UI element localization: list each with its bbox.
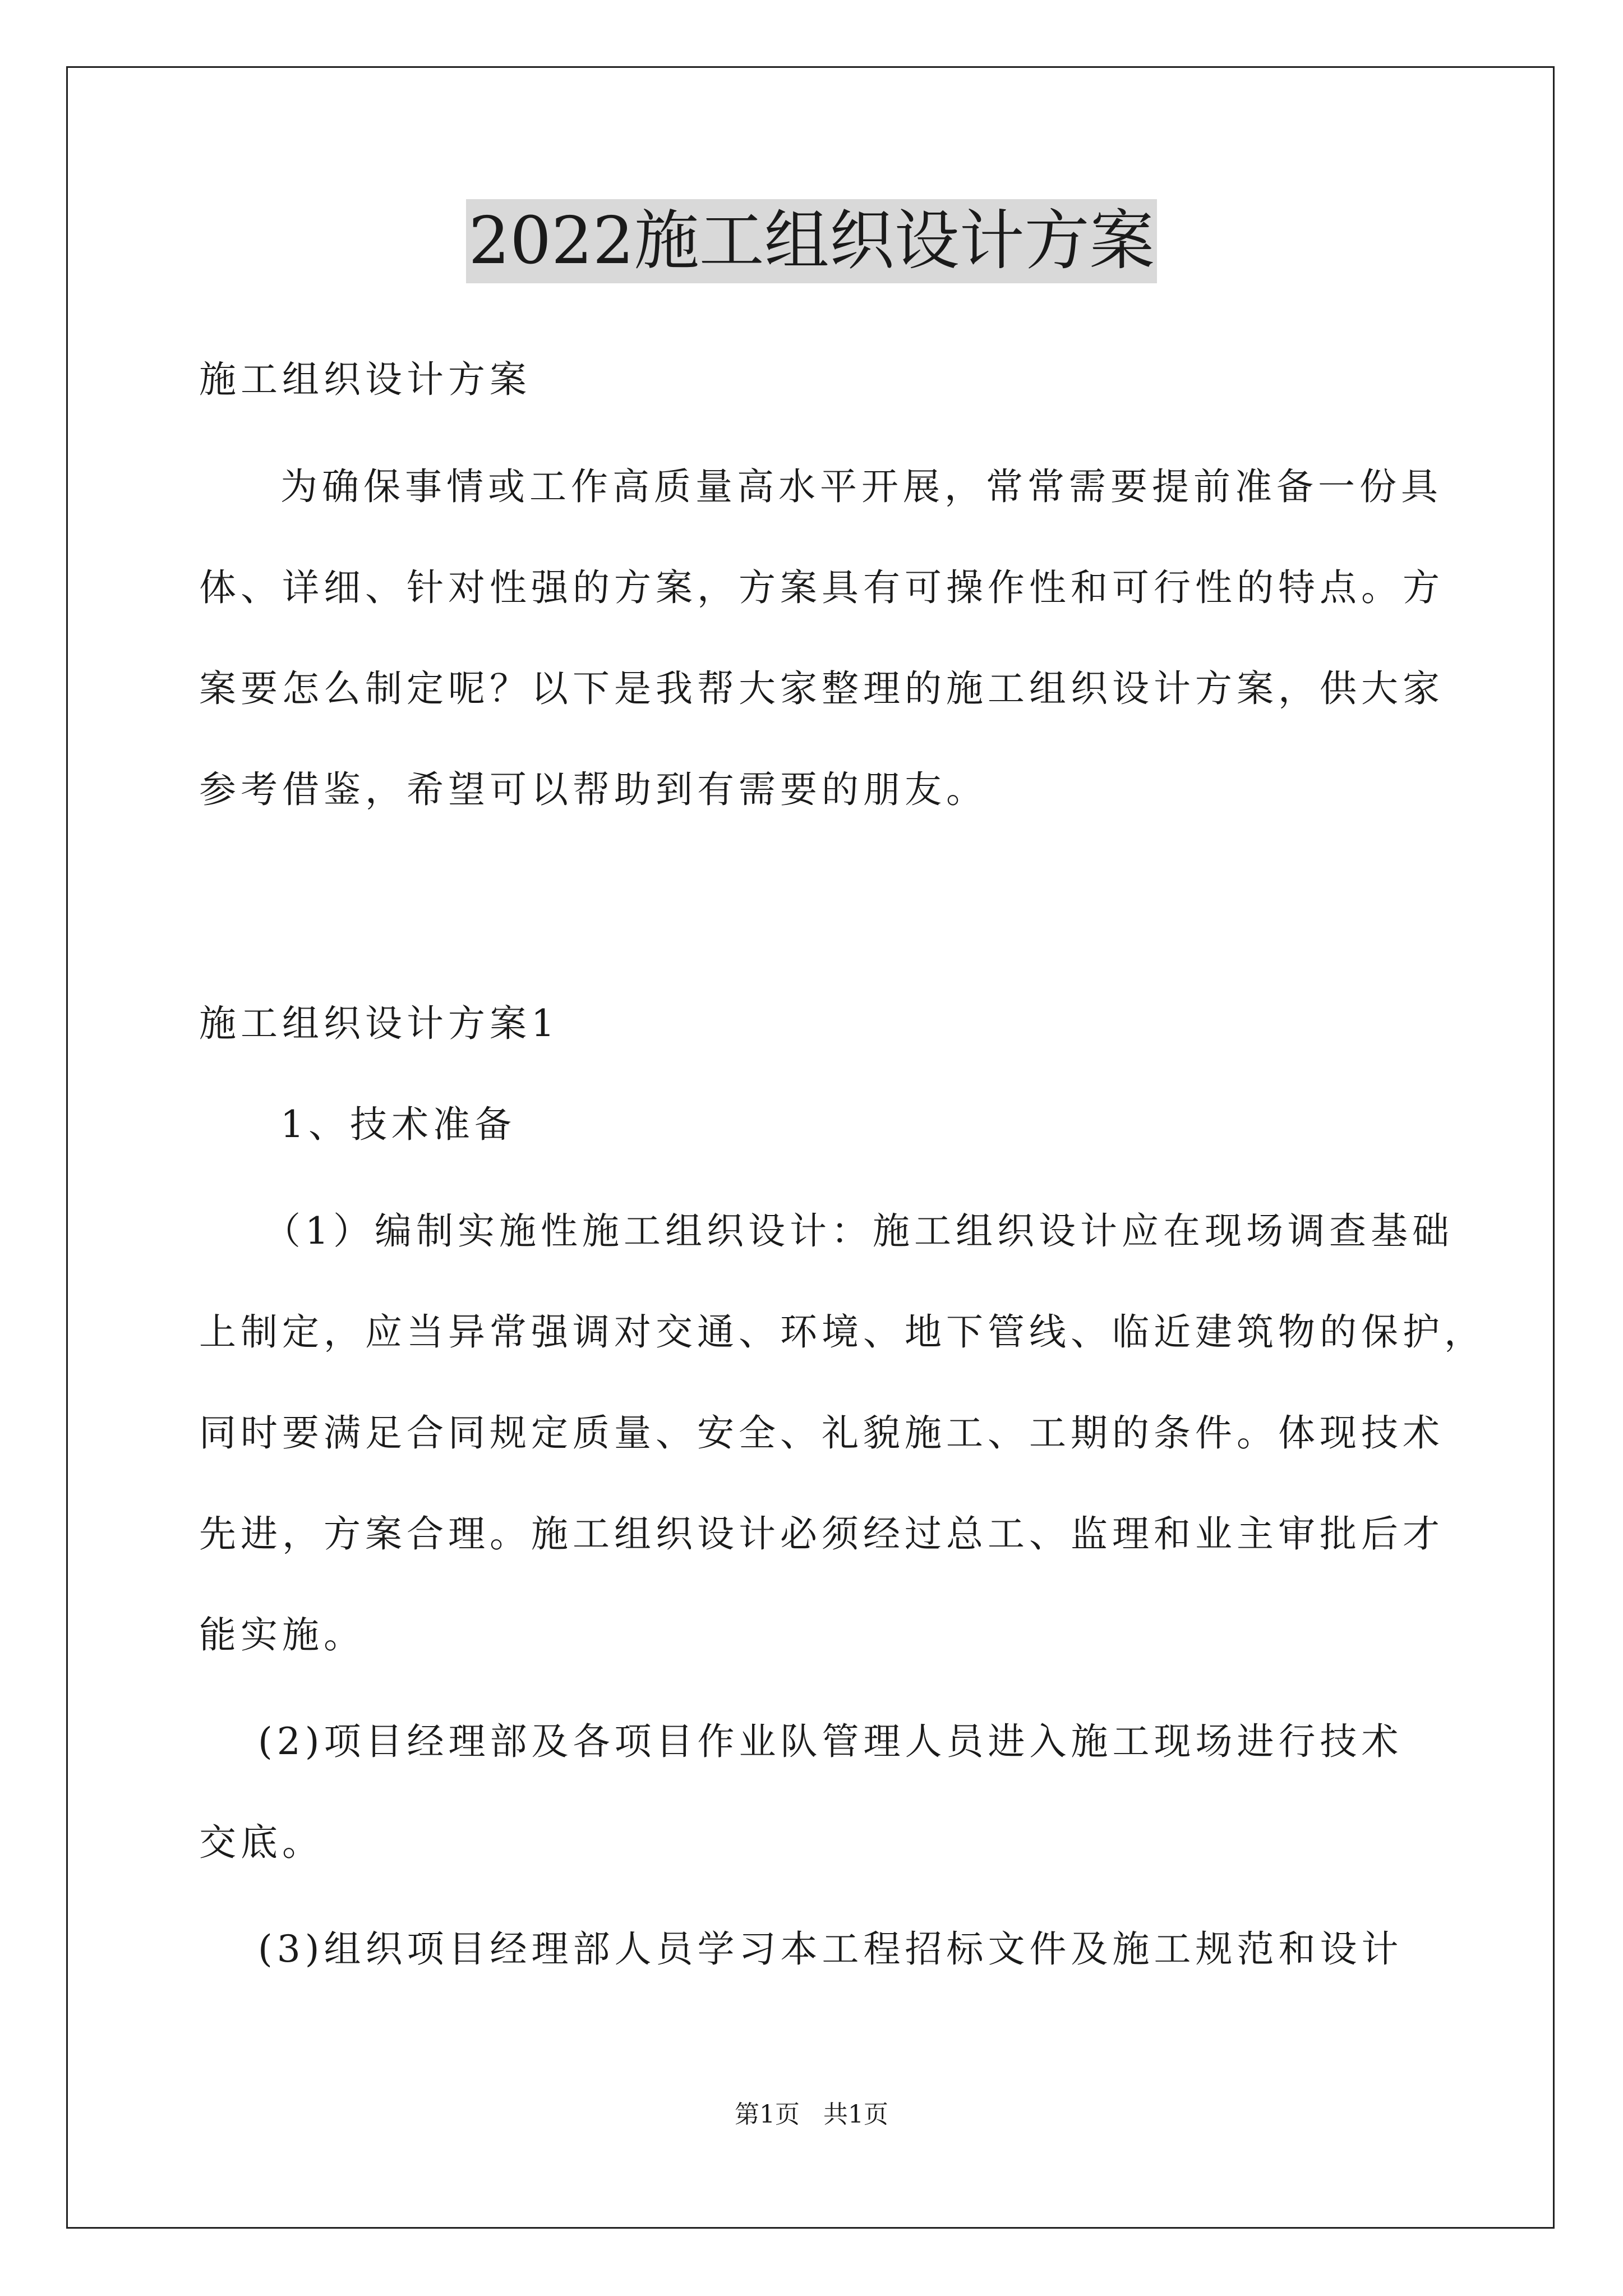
paragraph-line: 上制定，应当异常强调对交通、环境、地下管线、临近建筑物的保护， xyxy=(199,1310,1486,1354)
subtitle: 施工组织设计方案 xyxy=(199,358,531,401)
paragraph-line: （1）编制实施性施工组织设计：施工组织设计应在现场调查基础 xyxy=(264,1209,1454,1253)
page-number: 第1页 xyxy=(735,2100,800,2129)
intro-line: 为确保事情或工作高质量高水平开展，常常需要提前准备一份具 xyxy=(280,465,1442,508)
title-container xyxy=(0,199,1623,283)
document-title: 2022施工组织设计方案 xyxy=(466,199,1156,283)
paragraph-line: (3)组织项目经理部人员学习本工程招标文件及施工规范和设计 xyxy=(258,1927,1403,1971)
page-footer xyxy=(0,2098,1623,2132)
item-heading: 1、技术准备 xyxy=(280,1103,516,1146)
paragraph-line: 先进，方案合理。施工组织设计必须经过总工、监理和业主审批后才 xyxy=(199,1512,1444,1556)
intro-line: 案要怎么制定呢？以下是我帮大家整理的施工组织设计方案，供大家 xyxy=(199,667,1444,710)
paragraph-line: (2)项目经理部及各项目作业队管理人员进入施工现场进行技术 xyxy=(258,1720,1403,1763)
paragraph-line: 交底。 xyxy=(199,1821,324,1864)
page-total: 共1页 xyxy=(823,2100,888,2129)
section-heading: 施工组织设计方案1 xyxy=(199,1002,559,1045)
intro-line: 参考借鉴，希望可以帮助到有需要的朋友。 xyxy=(199,768,988,811)
paragraph-line: 能实施。 xyxy=(199,1613,365,1657)
paragraph-line: 同时要满足合同规定质量、安全、礼貌施工、工期的条件。体现技术 xyxy=(199,1411,1444,1455)
intro-line: 体、详细、针对性强的方案，方案具有可操作性和可行性的特点。方 xyxy=(199,566,1444,609)
